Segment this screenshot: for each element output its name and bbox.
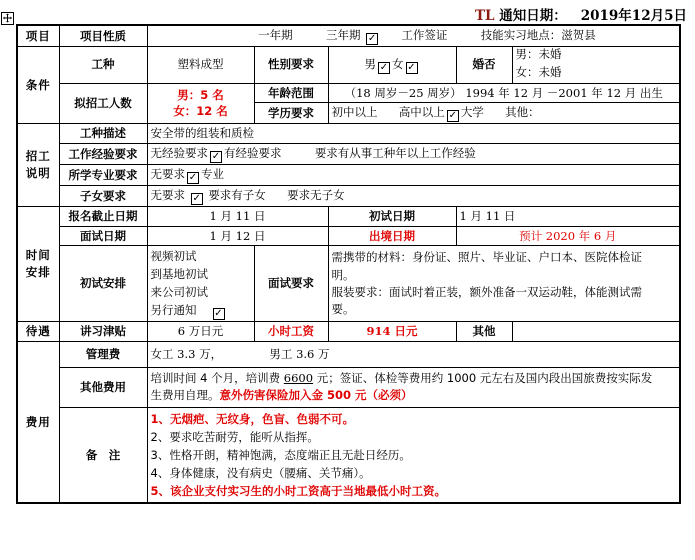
remark-text: 要求吃苦耐劳，能听从指挥。: [169, 430, 319, 444]
marital-female: 女：未婚: [515, 64, 562, 79]
remark-number: 2、: [150, 430, 170, 444]
label-first-exam-date: 初试日期: [328, 206, 456, 226]
label-education: 学历要求: [254, 103, 328, 124]
notice-date-header: [0, 0, 695, 24]
checkbox-no-children-req[interactable]: ✓: [192, 192, 201, 204]
label-hourly-wage: 小时工资: [254, 322, 328, 342]
checkbox-major[interactable]: ✓: [188, 171, 198, 183]
table-row: [17, 25, 680, 47]
option-major[interactable]: 专业: [201, 166, 224, 181]
value-other-pay[interactable]: [512, 322, 680, 342]
value-job-type: 塑料成型: [147, 47, 254, 84]
label-other-pay: 其他: [456, 322, 512, 342]
cell-education-options: [328, 103, 680, 124]
section-recruit-note-line1: 招工: [25, 149, 51, 164]
option-video-exam[interactable]: 视频初试: [150, 249, 197, 264]
remark-item: [151, 464, 677, 482]
other-fee-text-a: 培训时间 4 个月，培训费: [150, 371, 284, 386]
table-row: [17, 143, 680, 164]
notice-date-label: 通知日期：: [499, 8, 567, 24]
headcount-male: 男：5 名: [177, 87, 224, 102]
remark-text: 身体健康，没有病史（腰痛、关节痛）。: [169, 466, 371, 481]
table-row: [17, 246, 680, 322]
label-children-requirement: 子女要求: [59, 185, 147, 206]
table-row: [17, 164, 680, 185]
label-gender-requirement: 性别要求: [254, 47, 328, 84]
cell-interview-requirement: [328, 246, 680, 322]
option-university[interactable]: 大学: [460, 105, 484, 120]
option-must-no-children[interactable]: 要求无子女: [287, 187, 345, 202]
label-first-exam-plan: 初试安排: [59, 246, 147, 322]
section-recruit-note: [17, 124, 59, 207]
cell-first-exam-plan: [147, 246, 254, 322]
interview-req-line-4: 要。: [331, 302, 355, 317]
option-education-other[interactable]: 其他：: [505, 105, 540, 120]
label-marital-status: 婚否: [456, 47, 512, 84]
value-age-range: （18 周岁－25 周岁） 1994 年 12 月 －2001 年 12 月 出生: [328, 83, 680, 103]
section-cost: 费用: [17, 341, 59, 503]
option-three-year[interactable]: 三年期: [325, 28, 361, 42]
other-fee-line-2: [151, 387, 677, 404]
other-fee-line-1: [151, 370, 677, 387]
value-interview-date: 1 月 12 日: [147, 226, 328, 246]
option-one-year[interactable]: 一年期: [258, 28, 293, 42]
other-fee-amount: 6600: [283, 371, 314, 386]
mgmt-fee-male: 男工 3.6 万: [269, 347, 330, 362]
cell-gender-options: [328, 47, 456, 84]
label-exit-date: 出境日期: [328, 226, 456, 246]
value-training-allowance: 6 万日元: [147, 322, 254, 342]
table-row: [17, 367, 680, 407]
value-job-description: 安全带的组装和质检: [147, 124, 680, 144]
remark-number: 3、: [150, 448, 170, 463]
section-condition: 条件: [17, 47, 59, 124]
section-time-plan-line2: 安排: [25, 265, 51, 280]
skill-training-place: 技能实习地点：滋贺县: [480, 28, 596, 42]
option-company-exam[interactable]: 来公司初试: [150, 284, 208, 299]
option-notify-later-label: 另行通知: [150, 302, 197, 317]
table-row: [17, 124, 680, 144]
label-management-fee: 管理费: [59, 341, 147, 367]
remark-number: 1、: [150, 411, 171, 426]
cell-remarks: [147, 407, 680, 503]
table-row: [17, 341, 680, 367]
option-female[interactable]: 女: [392, 56, 404, 71]
remark-text: 无烟疤、无纹身，色盲、色弱不可。: [170, 411, 355, 426]
label-interview-requirement: 面试要求: [254, 246, 328, 322]
checkbox-three-year[interactable]: ✓: [367, 33, 377, 44]
remark-item: [151, 428, 677, 446]
checkbox-male[interactable]: ✓: [379, 61, 389, 73]
interview-req-line-3: 服装要求：面试时着正装，额外准备一双运动鞋，体能测试需: [331, 284, 642, 299]
recruitment-form-table: [16, 24, 681, 504]
option-work-visa[interactable]: 工作签证: [401, 28, 448, 42]
remark-item: [151, 446, 677, 464]
cell-work-experience: [147, 143, 680, 164]
other-fee-text-b: 元；签证、体检等费用约 1000 元左右及国内段出国旅费按实际发: [313, 371, 653, 386]
label-training-allowance: 讲习津贴: [59, 322, 147, 342]
value-planned-headcount: [147, 83, 254, 124]
cell-marital-status: [512, 47, 680, 84]
option-male[interactable]: 男: [364, 56, 376, 71]
table-row: [17, 226, 680, 246]
table-row: [17, 206, 680, 226]
tl-label: TL: [474, 8, 495, 24]
label-job-type: 工种: [59, 47, 147, 84]
cell-children-requirement: [147, 185, 680, 206]
headcount-female: 女：12 名: [173, 104, 228, 119]
remark-number: 4、: [150, 466, 170, 481]
label-other-fee: 其他费用: [59, 367, 147, 407]
experience-detail: 要求有从事工种年以上工作经验: [314, 145, 476, 160]
cell-management-fee: [147, 341, 680, 367]
notice-label: [475, 4, 567, 24]
other-fee-text-c: 生费用自理。: [150, 388, 220, 403]
option-has-experience[interactable]: 有经验要求: [224, 145, 282, 160]
option-notify-later[interactable]: [151, 302, 251, 320]
value-exit-date: 预计 2020 年 6 月: [456, 226, 680, 246]
label-planned-headcount: 拟招工人数: [59, 83, 147, 124]
cell-major-requirement: [147, 164, 680, 185]
section-time-plan: [17, 206, 59, 321]
option-no-major[interactable]: 无要求: [150, 166, 185, 181]
notice-date-value: 2019年12月5日: [580, 8, 687, 24]
section-time-plan-line1: 时间: [25, 248, 51, 263]
value-first-exam-date: 1 月 11 日: [456, 206, 680, 226]
table-move-handle-icon[interactable]: [1, 12, 14, 25]
section-item: 项目: [17, 25, 59, 47]
value-signup-deadline: 1 月 11 日: [147, 206, 328, 226]
remark-text: 该企业支付实习生的小时工资高于当地最低小时工资。: [170, 484, 447, 499]
option-no-children-req[interactable]: 无要求: [150, 187, 185, 202]
label-job-description: 工种描述: [59, 124, 147, 144]
table-row: [17, 83, 680, 103]
label-major-requirement: 所学专业要求: [59, 164, 147, 185]
checkbox-high-school[interactable]: ✓: [448, 110, 457, 122]
interview-req-line-1: 需携带的材料：身份证、照片、毕业证、户口本、医院体检证: [331, 250, 642, 265]
section-treatment: 待遇: [17, 322, 59, 342]
checkbox-has-experience[interactable]: ✓: [211, 150, 221, 162]
label-work-experience: 工作经验要求: [59, 143, 147, 164]
value-hourly-wage: 914 日元: [328, 322, 456, 342]
option-must-have-children[interactable]: 要求有子女: [208, 187, 266, 202]
remark-number: 5、: [150, 484, 171, 499]
remark-text: 性格开朗，精神饱满，态度端正且无赴日经历。: [169, 448, 411, 463]
checkbox-notify-later[interactable]: ✓: [214, 307, 223, 319]
table-row: [17, 322, 680, 342]
checkbox-female[interactable]: ✓: [407, 61, 416, 73]
table-row: [17, 185, 680, 206]
mgmt-fee-female: 女工 3.3 万，: [150, 347, 223, 362]
option-base-exam[interactable]: 到基地初试: [150, 266, 208, 281]
label-signup-deadline: 报名截止日期: [59, 206, 147, 226]
option-high-school[interactable]: 高中以上: [398, 105, 445, 120]
cell-project-nature: [147, 25, 680, 47]
cell-other-fee: [147, 367, 680, 407]
label-age-range: 年龄范围: [254, 83, 328, 103]
table-row: [17, 47, 680, 84]
label-interview-date: 面试日期: [59, 226, 147, 246]
insurance-note: 意外伤害保险加入金 500 元（必须）: [219, 388, 413, 403]
label-remarks: 备 注: [59, 407, 147, 503]
option-no-experience[interactable]: 无经验要求: [150, 145, 208, 160]
table-row: [17, 407, 680, 503]
remarks-list: [151, 410, 677, 501]
remark-item: [151, 482, 677, 500]
remark-item: [151, 410, 677, 428]
section-recruit-note-line2: 说明: [25, 166, 51, 181]
option-middle-school[interactable]: 初中以上: [331, 105, 378, 120]
label-project-nature: 项目性质: [59, 25, 147, 47]
interview-req-line-2: 明。: [331, 267, 355, 282]
marital-male: 男：未婚: [515, 47, 562, 61]
